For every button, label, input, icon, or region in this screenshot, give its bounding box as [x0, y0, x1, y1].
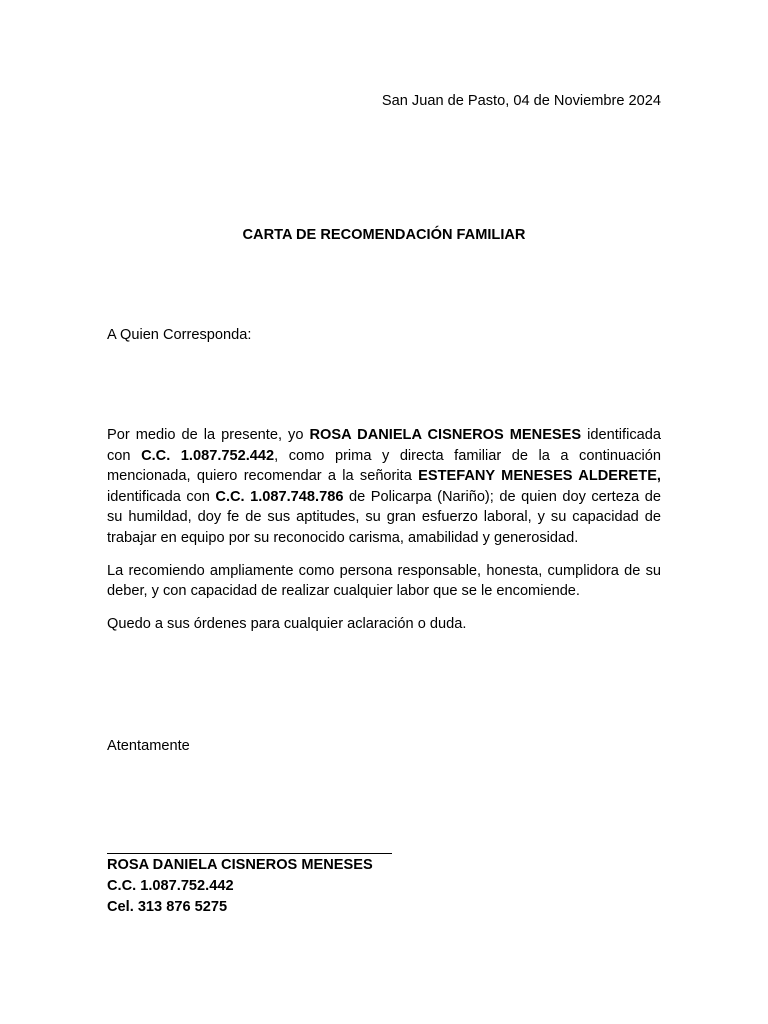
letter-body — [107, 425, 661, 647]
paragraph-recommendation — [107, 425, 661, 548]
salutation: A Quien Corresponda: — [107, 327, 252, 343]
paragraph-qualities: La recomiendo ampliamente como persona responsable, honesta, cumplidora de su deber, y con capacidad de realizar cualquier labor que se le encomiende. — [107, 562, 661, 599]
paragraph-text: de Policarpa (Nariño); de quien doy certeza de su humildad, doy fe de sus aptitudes, su gran esfuerzo laboral, y su capacidad de trabajar en equipo por su reconocido carisma, amabilidad y generosidad. — [107, 488, 661, 546]
recommended-id: C.C. 1.087.748.786 — [215, 488, 344, 505]
letter-date: San Juan de Pasto, 04 de Noviembre 2024 — [381, 93, 661, 109]
signature-phone: Cel. 313 876 5275 — [107, 899, 228, 915]
recommended-name: ESTEFANY MENESES ALDERETE, — [418, 468, 661, 484]
paragraph-text: identificada con — [107, 488, 216, 505]
signature-name: ROSA DANIELA CISNEROS MENESES — [107, 857, 373, 873]
paragraph-text: , como prima y directa familiar de la a continuación mencionada, quiero recomendar a la señorita — [107, 447, 661, 484]
closing: Atentamente — [107, 738, 190, 754]
letter-title: CARTA DE RECOMENDACIÓN FAMILIAR — [242, 227, 526, 243]
recommender-id: C.C. 1.087.752.442 — [141, 447, 275, 464]
signature-line — [107, 853, 392, 854]
recommender-name: ROSA DANIELA CISNEROS MENESES — [309, 427, 582, 443]
paragraph-text: Por medio de la presente, yo — [107, 427, 310, 443]
paragraph-availability: Quedo a sus órdenes para cualquier aclaración o duda. — [107, 616, 467, 632]
signature-id: C.C. 1.087.752.442 — [107, 878, 234, 894]
paragraph-text: identificada con — [107, 427, 661, 464]
signature-block — [107, 855, 373, 918]
